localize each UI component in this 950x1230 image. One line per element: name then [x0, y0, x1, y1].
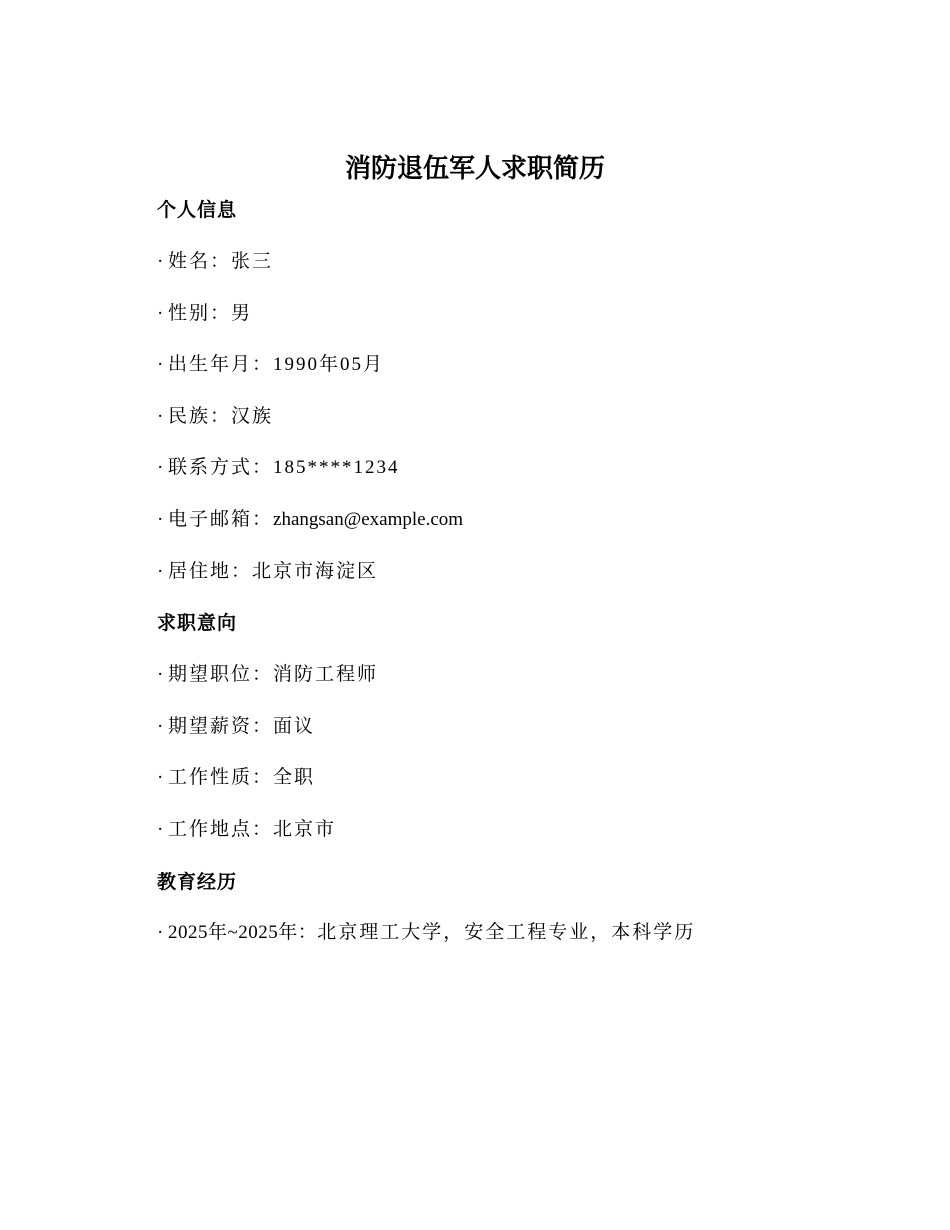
bullet: ·	[157, 303, 164, 324]
bullet: ·	[157, 664, 164, 685]
item-label: 工作地点：	[168, 819, 274, 840]
item-label: 居住地：	[168, 561, 253, 582]
section-heading-personal-info: 个人信息	[157, 199, 238, 221]
list-item-job-type	[157, 765, 315, 791]
item-label: 2025年~2025年：	[168, 922, 318, 943]
bullet: ·	[157, 819, 164, 840]
item-label: 期望薪资：	[168, 716, 274, 737]
list-item-education	[157, 920, 695, 946]
bullet: ·	[157, 922, 164, 943]
item-value: 全职	[273, 767, 316, 788]
list-item-residence	[157, 559, 378, 585]
item-label: 民族：	[168, 406, 232, 427]
list-item-phone	[157, 455, 400, 481]
list-item-ethnicity	[157, 404, 273, 430]
item-value: 面议	[273, 716, 316, 737]
item-value: 1990年05月	[273, 354, 385, 375]
item-label: 期望职位：	[168, 664, 274, 685]
bullet: ·	[157, 457, 164, 478]
item-label: 工作性质：	[168, 767, 274, 788]
item-value: 北京市	[273, 819, 337, 840]
item-value: 男	[231, 303, 253, 324]
page-title: 消防退伍军人求职简历	[344, 154, 605, 184]
item-value: 张三	[231, 251, 274, 272]
item-label: 性别：	[168, 303, 232, 324]
list-item-birth-date	[157, 352, 384, 378]
section-heading-education: 教育经历	[157, 871, 238, 893]
item-value: zhangsan@example.com	[273, 509, 464, 530]
list-item-email	[157, 507, 463, 533]
bullet: ·	[157, 716, 164, 737]
list-item-desired-salary	[157, 714, 315, 740]
item-value: 185****1234	[273, 457, 400, 478]
list-item-gender	[157, 301, 252, 327]
section-heading-job-intention: 求职意向	[157, 612, 238, 634]
item-label: 出生年月：	[168, 354, 274, 375]
bullet: ·	[157, 406, 164, 427]
bullet: ·	[157, 354, 164, 375]
item-label: 电子邮箱：	[168, 509, 274, 530]
item-label: 联系方式：	[168, 457, 274, 478]
item-value: 北京理工大学，安全工程专业，本科学历	[317, 922, 696, 943]
bullet: ·	[157, 561, 164, 582]
list-item-desired-position	[157, 662, 378, 688]
item-label: 姓名：	[168, 251, 232, 272]
bullet: ·	[157, 251, 164, 272]
bullet: ·	[157, 767, 164, 788]
item-value: 北京市海淀区	[252, 561, 379, 582]
item-value: 消防工程师	[273, 664, 379, 685]
bullet: ·	[157, 509, 164, 530]
list-item-name	[157, 249, 273, 275]
list-item-work-location	[157, 817, 336, 843]
item-value: 汉族	[231, 406, 274, 427]
